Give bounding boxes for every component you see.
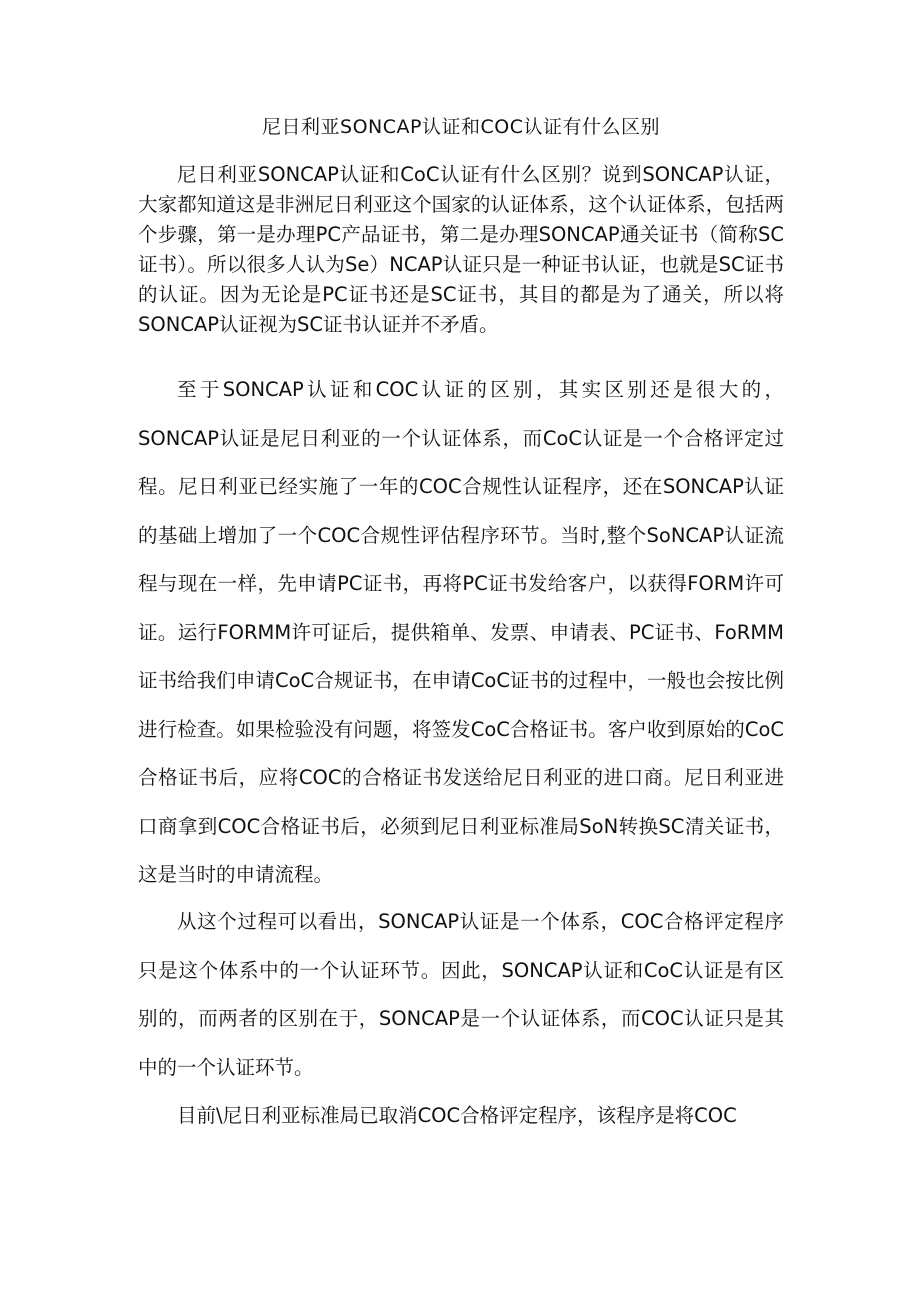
paragraph-3: 从这个过程可以看出，SONCAP认证是一个体系，COC合格评定程序只是这个体系中的一个认证环节。因此，SONCAP认证和CoC认证是有区别的，而两者的区别在于，SONCAP是一个认证体系，而COC认证只是其中的一个认证环节。 (138, 910, 784, 1079)
paragraph-4: 目前\尼日利亚标准局已取消COC合格评定程序，该程序是将COC (177, 1104, 737, 1127)
document-title: 尼日利亚SONCAP认证和COC认证有什么区别 (262, 116, 660, 138)
paragraph-2: 至于SONCAP认证和COC认证的区别，其实区别还是很大的，SONCAP认证是尼日利亚的一个认证体系，而CoC认证是一个合格评定过程。尼日利亚已经实施了一年的COC合规性认证程序，还在SONCAP认证的基础上增加了一个COC合规性评估程序环节。当时,整个SoNCAP认证流程与现在一样，先申请PC证书，再将PC证书发给客户，以获得FORM许可证。运行FORMM许可证后，提供箱单、发票、申请表、PC证书、FoRMM证书给我们申请CoC合规证书，在申请CoC证书的过程中，一般也会按比例进行检查。如果检验没有问题，将签发CoC合格证书。客户收到原始的CoC合格证书后，应将COC的合格证书发送给尼日利亚的进口商。尼日利亚进口商拿到COC合格证书后，必须到尼日利亚标准局SoN转换SC清关证书，这是当时的申请流程。 (138, 378, 784, 886)
paragraph-1: 尼日利亚SONCAP认证和CoC认证有什么区别？说到SONCAP认证，大家都知道这是非洲尼日利亚这个国家的认证体系，这个认证体系，包括两个步骤，第一是办理PC产品证书，第二是办理SONCAP通关证书（简称SC证书）。所以很多人认为Se）NCAP认证只是一种证书认证，也就是SC证书的认证。因为无论是PC证书还是SC证书，其目的都是为了通关，所以将SONCAP认证视为SC证书认证并不矛盾。 (138, 163, 784, 336)
